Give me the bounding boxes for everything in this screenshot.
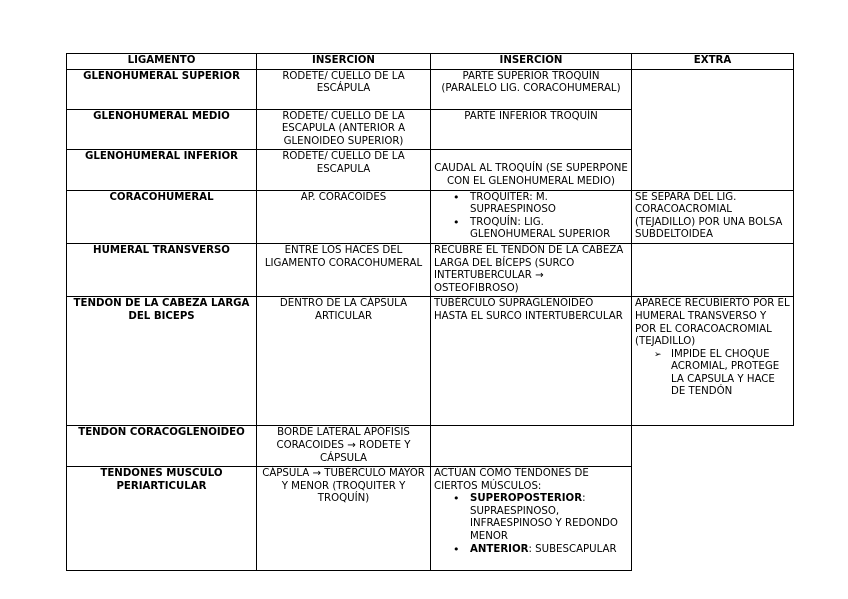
list-item-key: SUPEROPOSTERIOR bbox=[470, 493, 583, 505]
ligament-name: GLENOHUMERAL INFERIOR bbox=[67, 150, 257, 190]
table-row bbox=[67, 243, 794, 296]
bullet-list bbox=[434, 493, 628, 556]
extra-cell-empty bbox=[632, 426, 794, 571]
table-row bbox=[67, 190, 794, 243]
list-item: ➢ IMPIDE EL CHOQUE ACROMIAL, PROTEGE LA CAPSULA Y HACE DE TENDÓN bbox=[671, 349, 790, 399]
list-item-text: : SUBESCAPULAR bbox=[528, 543, 617, 555]
insercion-2-cell bbox=[431, 190, 632, 243]
header-insercion-2: INSERCION bbox=[431, 54, 632, 70]
insercion-2-cell bbox=[431, 467, 632, 571]
header-ligamento: LIGAMENTO bbox=[67, 54, 257, 70]
ligament-name: TENDONES MUSCULO PERIARTICULAR bbox=[67, 467, 257, 571]
ligament-name: GLENOHUMERAL MEDIO bbox=[67, 109, 257, 150]
table-header-row bbox=[67, 54, 794, 70]
arrow-list bbox=[635, 349, 790, 399]
table-row bbox=[67, 297, 794, 426]
list-item: • TROQUITER: M. SUPRAESPINOSO bbox=[470, 192, 628, 217]
list-item bbox=[470, 544, 628, 557]
insercion-1-cell: DENTRO DE LA CÁPSULA ARTICULAR bbox=[257, 297, 431, 426]
header-insercion-1: INSERCION bbox=[257, 54, 431, 70]
ligament-name: TENDON CORACOGLENOIDEO bbox=[67, 426, 257, 467]
bullet-list bbox=[434, 192, 628, 242]
ligament-name: GLENOHUMERAL SUPERIOR bbox=[67, 69, 257, 109]
extra-text: APARECE RECUBIERTO POR EL HUMERAL TRANSVERSO Y POR EL CORACOACROMIAL (TEJADILLO) bbox=[635, 298, 790, 348]
insercion-2-cell-empty bbox=[431, 426, 632, 467]
extra-cell-empty bbox=[632, 243, 794, 296]
insercion-1-cell: RODETE/ CUELLO DE LA ESCAPULA bbox=[257, 150, 431, 190]
insercion-2-cell: PARTE SUPERIOR TROQUÍN (PARALELO LIG. CORACOHUMERAL) bbox=[431, 69, 632, 109]
list-item bbox=[470, 493, 628, 543]
list-item-key: ANTERIOR bbox=[470, 543, 529, 555]
insercion-2-cell: RECUBRE EL TENDÓN DE LA CABEZA LARGA DEL BÍCEPS (SURCO INTERTUBERCULAR → OSTEOFIBROSO) bbox=[431, 243, 632, 296]
insercion-2-cell: PARTE INFERIOR TROQUÍN bbox=[431, 109, 632, 150]
list-item: • TROQUÍN: LIG. GLENOHUMERAL SUPERIOR bbox=[470, 217, 628, 242]
insercion-1-cell: RODETE/ CUELLO DE LA ESCÁPULA bbox=[257, 69, 431, 109]
ligament-name: CORACOHUMERAL bbox=[67, 190, 257, 243]
insercion-1-cell: BORDE LATERAL APÓFISIS CORACOIDES → RODETE Y CÁPSULA bbox=[257, 426, 431, 467]
list-item-text: : SUPRAESPINOSO, INFRAESPINOSO Y REDONDO MENOR bbox=[470, 493, 618, 543]
insercion-1-cell: ENTRE LOS HACES DEL LIGAMENTO CORACOHUMERAL bbox=[257, 243, 431, 296]
ligament-name: TENDON DE LA CABEZA LARGA DEL BICEPS bbox=[67, 297, 257, 426]
insercion-1-cell: AP. CORACOIDES bbox=[257, 190, 431, 243]
insercion-2-cell bbox=[431, 150, 632, 190]
ligament-name: HUMERAL TRANSVERSO bbox=[67, 243, 257, 296]
table-row bbox=[67, 69, 794, 109]
insercion-2-text: CAUDAL AL TROQUÍN (SE SUPERPONE CON EL GLENOHUMERAL MEDIO) bbox=[434, 163, 628, 187]
extra-cell: SE SEPARA DEL LIG. CORACOACROMIAL (TEJADILLO) POR UNA BOLSA SUBDELTOIDEA bbox=[632, 190, 794, 243]
insercion-2-cell: TUBÉRCULO SUPRAGLENOIDEO HASTA EL SURCO INTERTUBERCULAR bbox=[431, 297, 632, 426]
ligament-table bbox=[66, 53, 794, 571]
insercion-1-cell: RODETE/ CUELLO DE LA ESCAPULA (ANTERIOR A GLENOIDEO SUPERIOR) bbox=[257, 109, 431, 150]
extra-cell bbox=[632, 297, 794, 426]
header-extra: EXTRA bbox=[632, 54, 794, 70]
insercion-2-text: ACTÚAN COMO TENDONES DE CIERTOS MÚSCULOS: bbox=[434, 468, 589, 492]
insercion-1-cell: CÁPSULA → TUBÉRCULO MAYOR Y MENOR (TROQUITER Y TROQUÍN) bbox=[257, 467, 431, 571]
extra-cell-empty bbox=[632, 69, 794, 190]
table-row bbox=[67, 426, 794, 467]
